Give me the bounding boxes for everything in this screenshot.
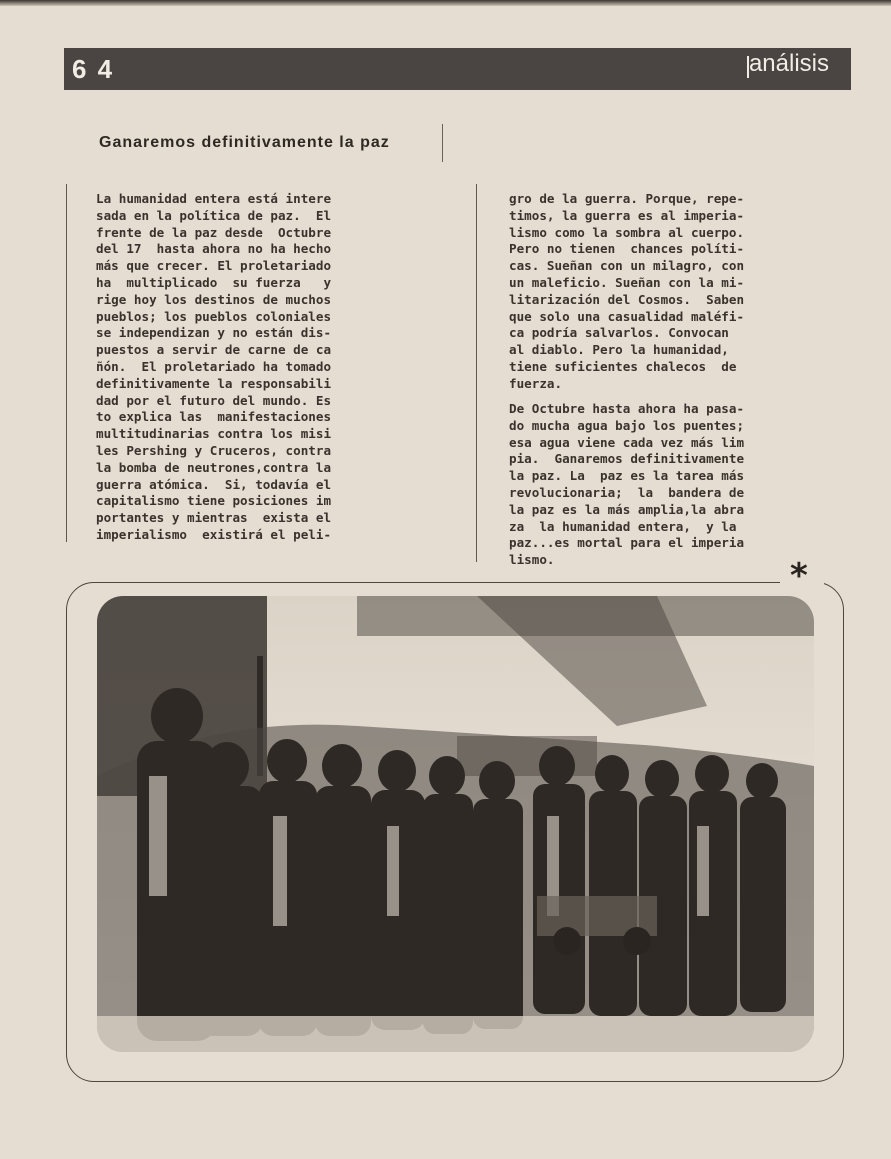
section-label: análisis — [748, 50, 829, 77]
asterisk-ornament: * — [790, 556, 808, 596]
article-column-right-paragraph-1: gro de la guerra. Porque, repe- timos, la guerra es al imperia- lismo como la sombra al cuerpo. Pero no tienen chances políti- cas. Sueñan con un milagro, con un maleficio. Sueñan con la mi- litarización del Cosmos. Saben que solo una casualidad maléfi- ca podría salvarlos. Convocan al diablo. Pero la humanidad, tiene suficientes chalecos de fuerza. — [509, 191, 745, 391]
crowd-photograph — [97, 596, 814, 1052]
column-divider — [476, 184, 477, 562]
title-rule — [442, 124, 443, 162]
page-number: 6 4 — [72, 54, 115, 84]
article-title: Ganaremos definitivamente la paz — [99, 134, 390, 151]
section-header-bar — [64, 48, 851, 90]
article-column-left: La humanidad entera está intere sada en la política de paz. El frente de la paz desde Octubre del 17 hasta ahora no ha hecho más que crecer. El proletariado ha multiplicado su fuerza y rige hoy los destinos de muchos pueblos; los pueblos coloniales se independizan y no están dis- puestos a servir de carne de ca ñón. El proletariado ha tomado definitivamente la responsabili dad por el futuro del mundo. Es to explica las manifestaciones multitudinarias contra los misi les Pershing y Cruceros, contra la bomba de neutrones,contra la guerra atómica. Si, todavía el capitalismo tiene posiciones im portantes y mientras exista el imperialismo existirá el peli- — [96, 191, 332, 542]
column-left-rule — [66, 184, 67, 542]
page-top-edge — [0, 0, 891, 6]
article-column-right-paragraph-2: De Octubre hasta ahora ha pasa- do mucha agua bajo los puentes; esa agua viene cada vez más lim pia. Ganaremos definitivamente la paz. La paz es la tarea más revolucionaria; la bandera de la paz es la más amplia,la abra za la humanidad entera, y la paz...es mortal para el imperia lismo. — [509, 401, 745, 568]
crowd-photo-illustration — [97, 596, 814, 1052]
